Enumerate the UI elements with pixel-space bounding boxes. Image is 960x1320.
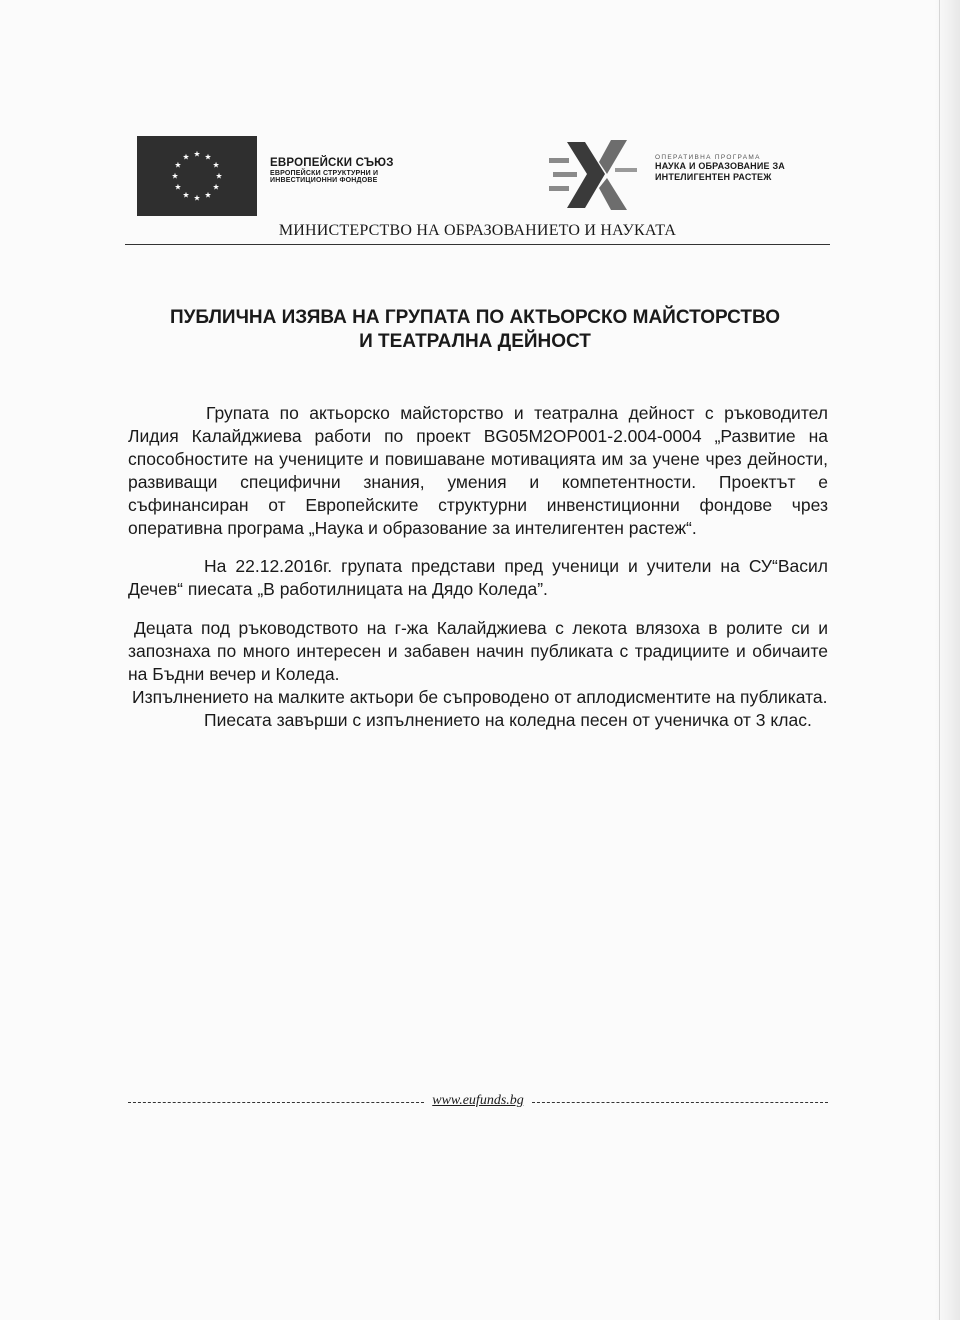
scan-edge-shadow <box>934 0 960 1320</box>
document-title <box>110 306 840 354</box>
ministry-name: МИНИСТЕРСТВО НА ОБРАЗОВАНИЕТО И НАУКАТА <box>278 222 677 239</box>
footer <box>128 1093 828 1109</box>
eu-star <box>183 192 189 198</box>
op-kicker: ОПЕРАТИВНА ПРОГРАМА <box>655 154 761 161</box>
eu-star <box>216 173 222 179</box>
eu-flag-logo <box>137 136 257 216</box>
op-title-line2: ИНТЕЛИГЕНТЕН РАСТЕЖ <box>655 171 772 182</box>
title-line1: ПУБЛИЧНА ИЗЯВА НА ГРУПАТА ПО АКТЬОРСКО МАЙСТОРСТВО <box>169 307 781 328</box>
document-body <box>128 402 828 732</box>
eu-star <box>213 184 219 190</box>
eu-star <box>205 154 211 160</box>
op-title-line1: НАУКА И ОБРАЗОВАНИЕ ЗА <box>655 161 785 172</box>
eu-logo-text <box>270 157 440 185</box>
eu-title: ЕВРОПЕЙСКИ СЪЮЗ <box>270 157 394 169</box>
scan-edge-line <box>939 0 940 1320</box>
eu-star <box>183 154 189 160</box>
eu-subtitle-line1: ЕВРОПЕЙСКИ СТРУКТУРНИ И <box>270 169 379 177</box>
paragraph-1: Групата по актьорско майсторство и театрална дейност с ръководител Лидия Калайджиева работи по проект BG05M2OP001-2.004-0004 „Развитие на способностите на учениците и повишаване мотивацията им за учене чрез дейности, развиващи специфични знания, умения и компетентности. Проектът е съфинансиран от Европейските структурни инвенстиционни фондове чрез оперативна програма „Наука и образование за интелигентен растеж“. <box>128 403 828 538</box>
paragraph-3: Децата под ръководството на г-жа Калайджиева с лекота влязоха в ролите си и запознаха по много интересен и забавен начин публиката с традициите и обичаите на Бъдни вечер и Коледа. <box>128 618 828 684</box>
paragraph-4: Изпълнението на малките актьори бе съпроводено от аплодисментите на публиката. <box>132 687 828 707</box>
title-line2: И ТЕАТРАЛНА ДЕЙНОСТ <box>359 331 591 352</box>
eu-star <box>194 151 200 157</box>
eu-stars-icon <box>137 136 257 216</box>
eu-star <box>194 195 200 201</box>
header-divider <box>125 244 830 245</box>
eu-star <box>172 173 178 179</box>
operational-programme-logo-icon <box>545 134 645 216</box>
footer-url-link[interactable]: www.eufunds.bg <box>432 1093 524 1108</box>
paragraph-5: Пиесата завърши с изпълнението на коледна песен от ученичка от 3 клас. <box>204 710 812 730</box>
eu-star <box>213 162 219 168</box>
footer-dash-right <box>532 1102 828 1103</box>
eu-star <box>175 162 181 168</box>
eu-subtitle-line2: ИНВЕСТИЦИОННИ ФОНДОВЕ <box>270 177 378 185</box>
op-logo-text <box>655 154 835 182</box>
footer-dash-left <box>128 1102 424 1103</box>
eu-star <box>175 184 181 190</box>
paragraph-2: На 22.12.2016г. групата представи пред ученици и учители на СУ“Васил Дечев“ пиесата „В работилницата на Дядо Коледа”. <box>128 556 828 599</box>
eu-star <box>205 192 211 198</box>
